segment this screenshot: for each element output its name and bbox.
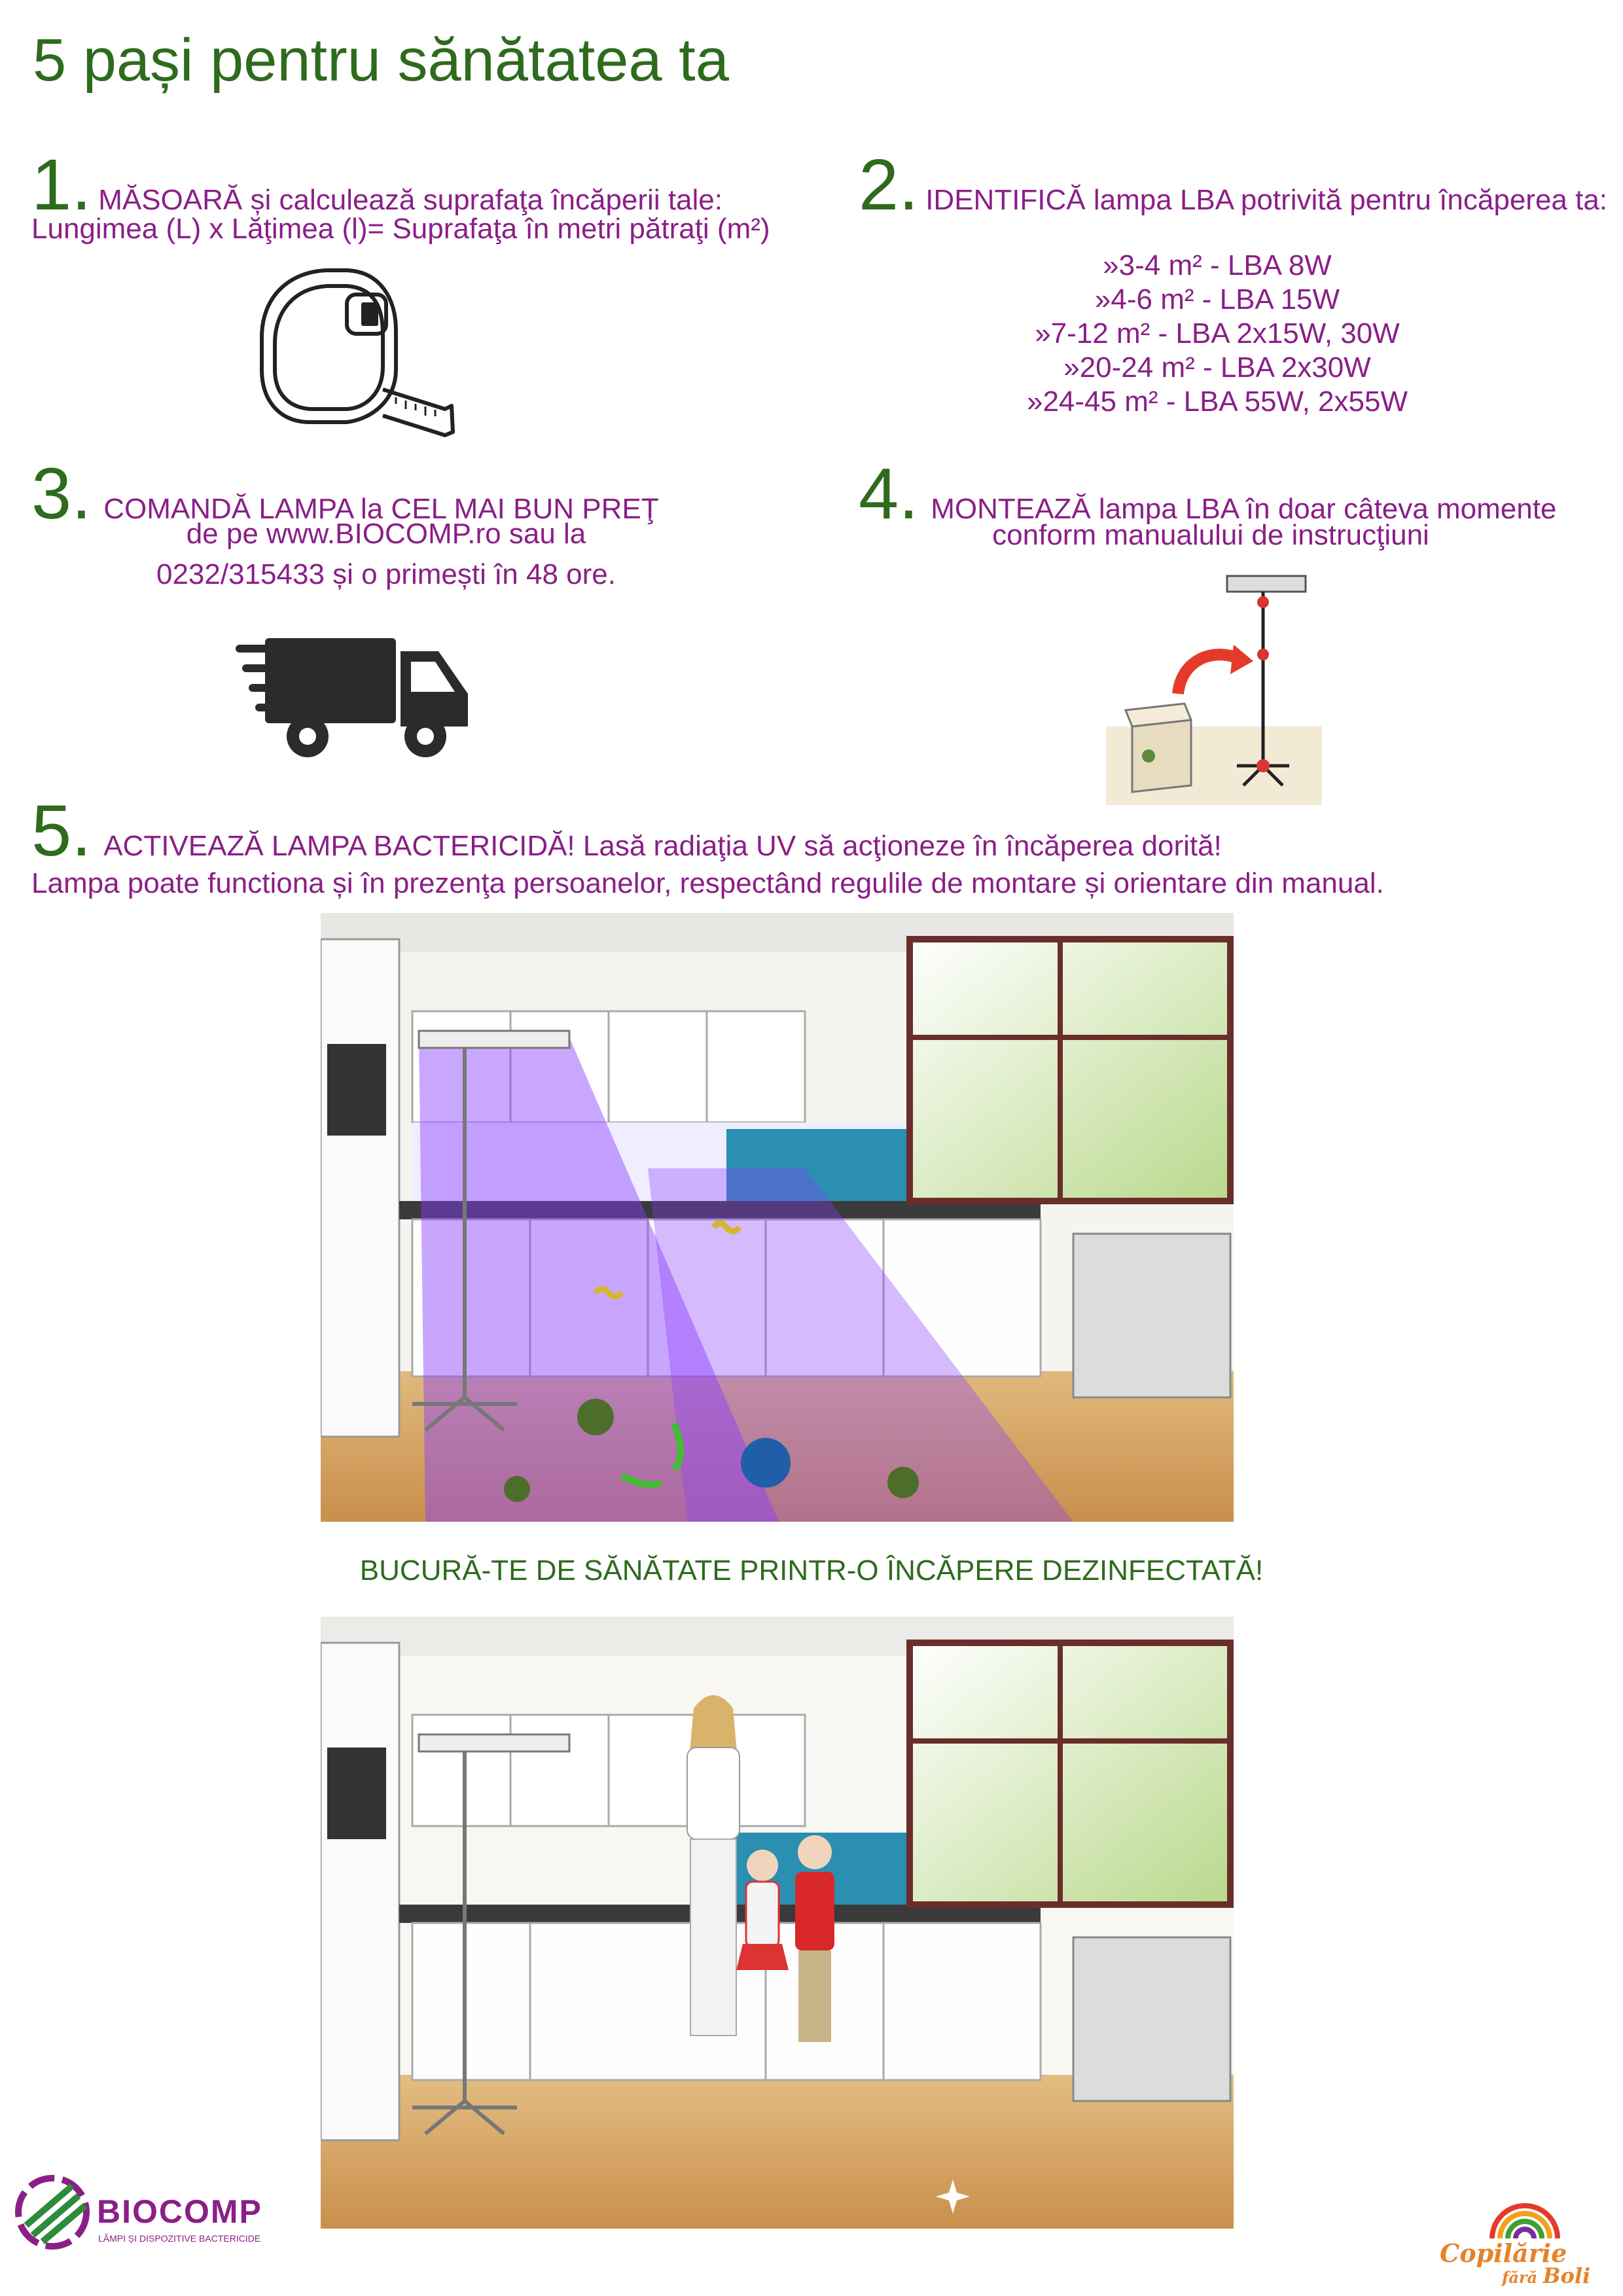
step-2-number: 2. xyxy=(859,145,919,225)
step-5-line1: ACTIVEAZĂ LAMPA BACTERICIDĂ! Lasă radiaţia UV să acţioneze în încăperea dorită! xyxy=(103,830,1222,862)
list-item: »24-45 m² - LBA 55W, 2x55W xyxy=(1026,386,1408,418)
step-2 xyxy=(859,145,1611,225)
step-1-line1: MĂSOARĂ și calculează suprafaţa încăperii tale: xyxy=(98,184,722,216)
list-item: »3-4 m² - LBA 8W xyxy=(1103,249,1332,281)
step-3-line3: 0232/315433 și o primești în 48 ore. xyxy=(156,558,616,590)
biocomp-logo-mark xyxy=(13,2173,92,2251)
step-1-line2: Lungimea (L) x Lăţimea (l)= Suprafaţa în metri pătraţi (m²) xyxy=(31,213,770,245)
list-item: »20-24 m² - LBA 2x30W xyxy=(1063,351,1371,384)
copilarie-word2: fără xyxy=(1502,2268,1538,2287)
step-5-line2: Lampa poate functiona și în prezenţa persoanelor, respectând regulile de montare și orientare din manual. xyxy=(31,867,1384,899)
biocomp-logo xyxy=(13,2173,288,2258)
step-5-number: 5. xyxy=(31,791,92,871)
step-4-number: 4. xyxy=(859,454,919,534)
step-2-line1: IDENTIFICĂ lampa LBA potrivită pentru încăperea ta: xyxy=(925,184,1608,216)
step-2-list xyxy=(982,249,1453,419)
kitchen-uv-scene xyxy=(321,913,1234,1522)
step-3-line2: de pe www.BIOCOMP.ro sau la xyxy=(186,518,586,550)
copilarie-logo xyxy=(1440,2186,1610,2288)
biocomp-subtitle: LĂMPI ȘI DISPOZITIVE BACTERICIDE xyxy=(98,2233,261,2244)
lamp-assembly-icon xyxy=(1106,569,1322,805)
list-item: »4-6 m² - LBA 15W xyxy=(1094,283,1340,315)
tape-measure-icon xyxy=(249,259,465,448)
tagline: BUCURĂ-TE DE SĂNĂTATE PRINTR-O ÎNCĂPERE DEZINFECTATĂ! xyxy=(359,1554,1264,1587)
step-1-number: 1. xyxy=(31,145,92,225)
step-3-number: 3. xyxy=(31,454,92,534)
copilarie-word3: Boli xyxy=(1543,2263,1591,2288)
step-5 xyxy=(31,791,1602,871)
copilarie-word1: Copilărie xyxy=(1440,2238,1567,2268)
list-item: »7-12 m² - LBA 2x15W, 30W xyxy=(1035,317,1400,350)
kitchen-uv-illustration xyxy=(321,913,1234,1522)
biocomp-name: BIOCOMP xyxy=(97,2193,262,2230)
kitchen-family-illustration xyxy=(321,1617,1234,2229)
hand-rainbow-icon xyxy=(1479,2186,1571,2245)
step-4-line2: conform manualului de instrucţiuni xyxy=(992,519,1429,551)
page-title: 5 pași pentru sănătatea ta xyxy=(33,27,729,94)
delivery-truck-icon xyxy=(236,638,471,762)
step-3-line1: COMANDĂ LAMPA la CEL MAI BUN PREŢ xyxy=(103,493,659,525)
kitchen-family-scene xyxy=(321,1617,1234,2229)
step-4-line1: MONTEAZĂ lampa LBA în doar câteva momente xyxy=(931,493,1557,525)
